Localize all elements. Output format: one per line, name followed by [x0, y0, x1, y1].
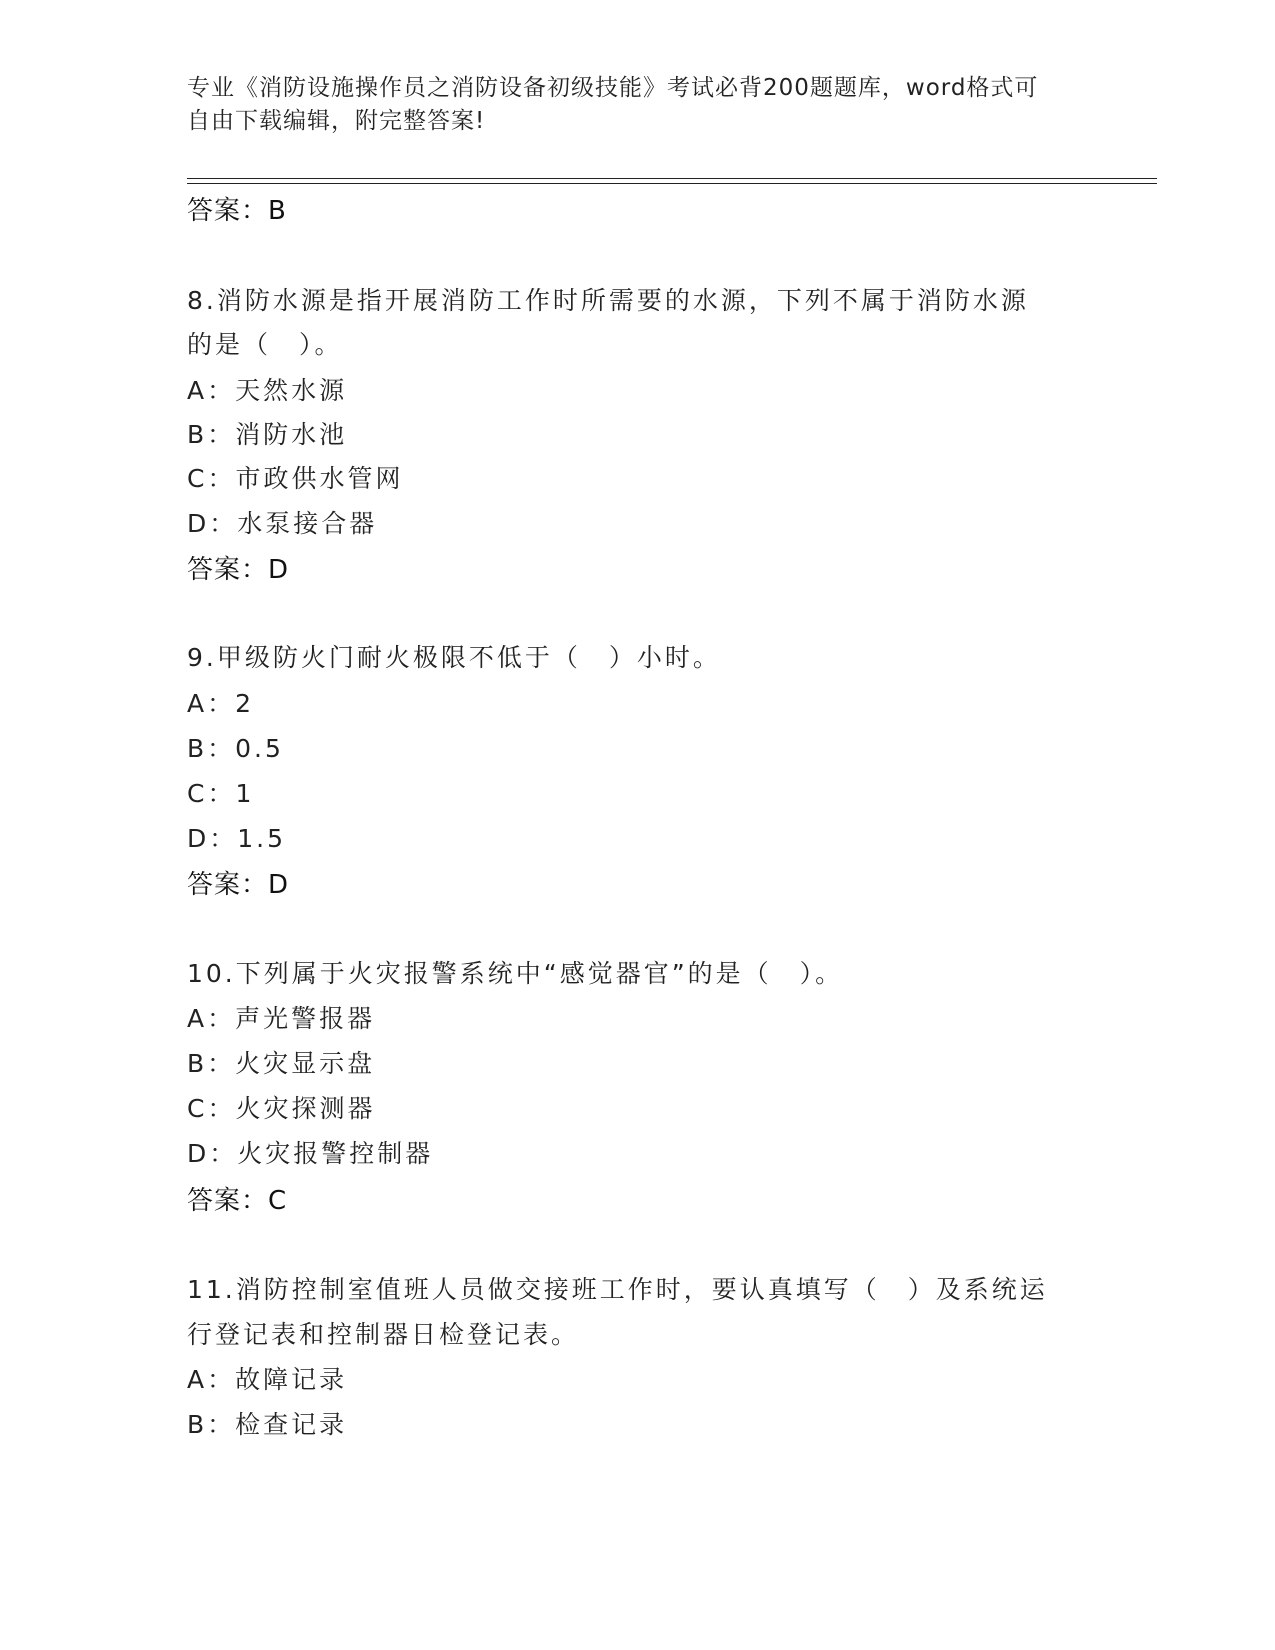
question-9-option-b: B：0.5	[187, 734, 284, 763]
question-11-stem-line-1: 11.消防控制室值班人员做交接班工作时，要认真填写（ ）及系统运	[187, 1275, 1048, 1304]
question-9-stem: 9.甲级防火门耐火极限不低于（ ）小时。	[187, 643, 721, 672]
question-8-stem-line-1: 8.消防水源是指开展消防工作时所需要的水源，下列不属于消防水源	[187, 286, 1029, 315]
question-11-option-a: A：故障记录	[187, 1365, 348, 1394]
question-10-option-c: C：火灾探测器	[187, 1094, 376, 1123]
question-8-stem-line-2: 的是（ ）。	[187, 330, 343, 359]
header-divider-top	[187, 178, 1157, 179]
page-header	[187, 72, 1087, 138]
question-9-answer: 答案：D	[187, 870, 290, 900]
question-10-option-d: D：火灾报警控制器	[187, 1139, 434, 1168]
question-9-option-a: A：2	[187, 689, 255, 718]
question-8-answer: 答案：D	[187, 555, 290, 585]
question-9-option-d: D：1.5	[187, 824, 287, 853]
question-10-stem: 10.下列属于火灾报警系统中“感觉器官”的是（ ）。	[187, 959, 844, 988]
question-8-option-a: A：天然水源	[187, 376, 348, 405]
question-11-stem-line-2: 行登记表和控制器日检登记表。	[187, 1320, 580, 1349]
question-8-option-c: C：市政供水管网	[187, 464, 404, 493]
question-8-option-d: D：水泵接合器	[187, 509, 378, 538]
answer-prev: 答案：B	[187, 196, 287, 226]
question-10-answer: 答案：C	[187, 1186, 288, 1216]
header-divider-bottom	[187, 183, 1157, 184]
question-8-option-b: B：消防水池	[187, 420, 348, 449]
header-line-1: 专业《消防设施操作员之消防设备初级技能》考试必背200题题库，word格式可	[187, 75, 1039, 101]
question-11-option-b: B：检查记录	[187, 1410, 348, 1439]
header-line-2: 自由下载编辑，附完整答案!	[187, 108, 486, 134]
question-10-option-b: B：火灾显示盘	[187, 1049, 376, 1078]
question-10-option-a: A：声光警报器	[187, 1004, 376, 1033]
question-9-option-c: C：1	[187, 779, 255, 808]
